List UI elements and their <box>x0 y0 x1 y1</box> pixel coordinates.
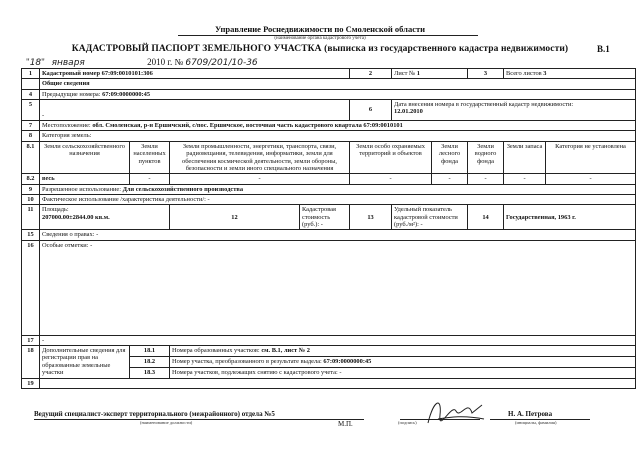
date-year: 2010 <box>147 57 166 67</box>
signature-underline <box>400 419 480 420</box>
position-underline <box>34 419 364 420</box>
date-month: января <box>51 58 85 68</box>
land-category-values-row: 8.2 весь - - - - - - - <box>22 174 636 184</box>
issue-date-line: "18" января 2010 г. № 6709/201/10-36 <box>26 57 258 68</box>
row-15: 15 Сведения о правах: - <box>22 230 636 240</box>
additional-info-label: Дополнительные сведения для регистрации прав на образованные земельные участки <box>40 346 130 378</box>
row-10: 10 Фактическое использование /характеристика деятельности/: - <box>22 194 636 204</box>
form-code: В.1 <box>597 44 610 54</box>
row-8: 8 Категория земель: <box>22 131 636 141</box>
issuing-organization: Управление Роснедвижимости по Смоленской области <box>214 24 426 34</box>
name-caption: (инициалы, фамилия) <box>515 420 557 425</box>
row-19: 19 <box>22 378 636 388</box>
document-number: 6709/201/10-36 <box>185 58 258 68</box>
date-suffix: г. № <box>167 57 184 67</box>
land-categories-row: 8.1 Земли сельскохозяйственного назначения Земли населенных пунктов Земли промышленности, энергетики, транспорта, связи, радиовещания, телевидения, информатики, земли для обеспечения космической деятельности, земли обороны, безопасности и земли иного специального назначения Земли особо охраняемых территорий и объектов Земли лесного фонда Земли водного фонда Земли запаса Категория не установлена <box>22 141 636 173</box>
date-day: 18 <box>29 58 42 68</box>
row-1: 1 Кадастровый номер 67:09:0010101:306 2 Лист № 1 3 Всего листов 3 <box>22 69 636 79</box>
row-18-2: 18.2 Номер участка, преобразованного в результате выдела: 67:09:0000000:45 <box>22 356 636 367</box>
signature-caption: (подпись) <box>398 420 417 425</box>
row-11: 11 Площадь: 207000.00±2844.00 кв.м. 12 Кадастровая стоимость (руб.): - 13 Удельный показатель кадастровой стоимости (руб./м²): - 14 Государственная, 1963 г. <box>22 205 636 230</box>
row-4: 4 Предыдущие номера: 67:09:0000000:45 <box>22 89 636 99</box>
cadastral-number: 67:09:0010101:306 <box>101 70 153 77</box>
location: обл. Смоленская, р-н Ершичский, с/пос. Ершичское, восточная часть кадастрового квартала 67:09:0010101 <box>92 122 403 130</box>
registration-date: 12.01.2010 <box>394 108 423 116</box>
signature-image <box>420 393 490 431</box>
permitted-use: Для сельскохозяйственного производства <box>122 185 244 193</box>
official-position: Ведущий специалист-эксперт территориального (межрайонного) отдела №5 <box>34 410 275 418</box>
sheet-number: 1 <box>416 70 420 77</box>
stamp-place: М.П. <box>338 420 353 428</box>
row-5: 5 - 6 Дата внесения номера в государственный кадастр недвижимости: 12.01.2010 <box>22 100 636 121</box>
ownership: Государственная, 1963 г. <box>504 205 636 230</box>
official-name: Н. А. Петрова <box>508 410 553 418</box>
area: 207000.00±2844.00 кв.м. <box>42 213 110 221</box>
cadastral-table <box>21 68 636 389</box>
row-18-1: 18 Дополнительные сведения для регистрации прав на образованные земельные участки 18.1 Номера образованных участков: см. В.1, лист № 2 <box>22 346 636 357</box>
position-caption: (наименование должности) <box>140 420 193 425</box>
row-16: 16 Особые отметки: - <box>22 240 636 335</box>
document-title: КАДАСТРОВЫЙ ПАСПОРТ ЗЕМЕЛЬНОГО УЧАСТКА (выписка из государственного кадастра недвижимости) <box>71 44 569 54</box>
previous-numbers: 67:09:0000000:45 <box>102 90 151 98</box>
cadastral-number-label: Кадастровый номер <box>42 70 101 77</box>
row-7: 7 Местоположение: обл. Смоленская, р-н Ершичский, с/пос. Ершичское, восточная часть кадастрового квартала 67:09:0010101 <box>22 121 636 131</box>
row-18-3: 18.3 Номера участков, подлежащих снятию с кадастрового учета: - <box>22 367 636 378</box>
general-info-row <box>22 79 636 89</box>
organization-caption: (наименование органа кадастрового учета) <box>274 36 366 41</box>
general-info-heading: Общие сведения <box>40 79 636 89</box>
total-sheets: 3 <box>543 70 547 77</box>
row-17: 17 - <box>22 335 636 345</box>
row-9: 9 Разрешенное использование: Для сельскохозяйственного производства <box>22 184 636 194</box>
